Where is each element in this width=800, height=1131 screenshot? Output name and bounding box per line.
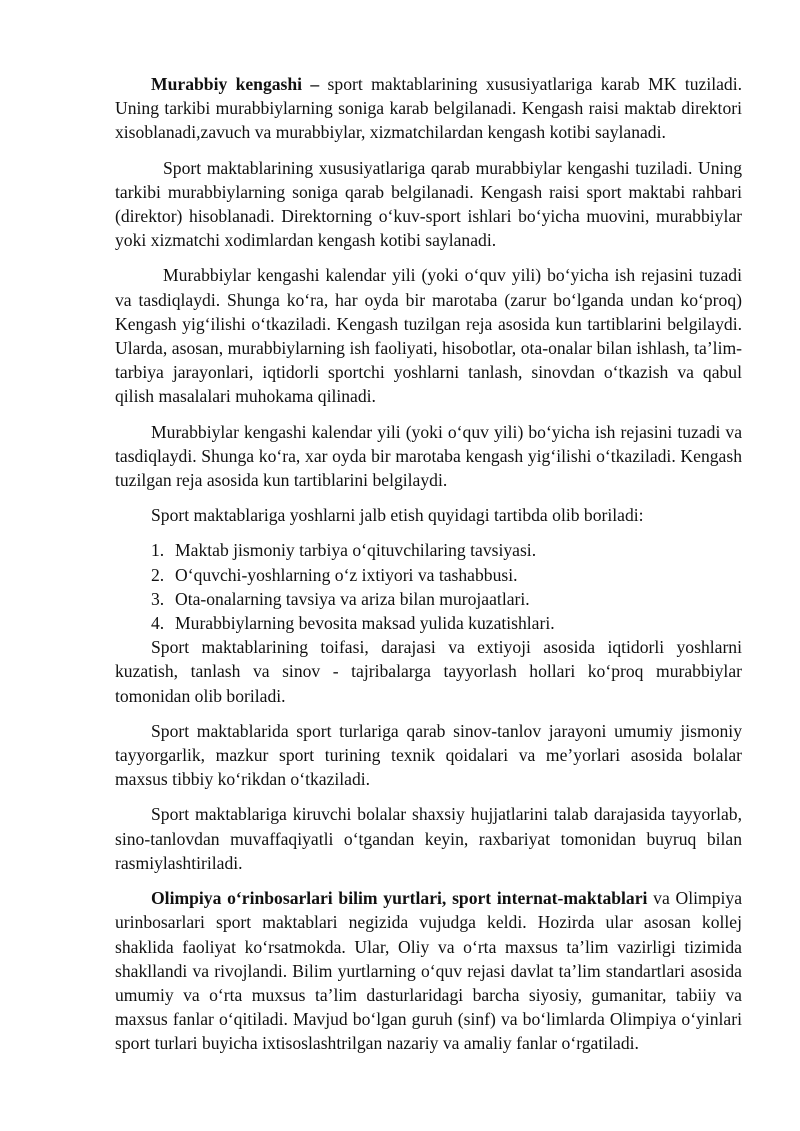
list-number: 1.: [151, 540, 165, 561]
list-text: O‘quvchi-yoshlarning o‘z ixtiyori va tashabbusi.: [175, 564, 518, 585]
list-item: [151, 587, 742, 611]
paragraph-5: Sport maktablariga yoshlarni jalb etish quyidagi tartibda olib boriladi:: [151, 505, 644, 526]
paragraph-3: Murabbiylar kengashi kalendar yili (yoki o‘quv yili) bo‘yicha ish rejasini tuzadi va tasdiqlaydi. Shunga ko‘ra, har oyda bir marotaba (zarur bo‘lganda undan ko‘proq) Kengash yig‘ilishi o‘tkaziladi. Kengash tuzilgan reja asosida kun tartiblarini belgilaydi. Ularda, asosan, murabbiylarning ish faoliyati, hisobotlar, ota-onalar bilan ishlash, ta’lim-tarbiya jarayonlari, iqtidorli sportchi yoshlarni tanlash, sinovdan o‘tkazish va qabul qilish masalalari muhokama qilinadi.: [115, 265, 742, 407]
paragraph-9: [115, 886, 742, 1055]
list-text: Ota-onalarning tavsiya va ariza bilan murojaatlari.: [175, 588, 530, 609]
paragraph-4: Murabbiylar kengashi kalendar yili (yoki o‘quv yili) bo‘yicha ish rejasini tuzadi va tasdiqlaydi. Shunga ko‘ra, xar oyda bir marotaba kengash yig‘ilishi o‘tkaziladi. Kengash tuzilgan reja asosida kun tartiblarini belgilaydi.: [115, 421, 742, 491]
list-number: 3.: [151, 588, 165, 609]
list-text: Maktab jismoniy tarbiya o‘qituvchilaring tavsiyasi.: [175, 540, 537, 561]
paragraph-1-text: sport maktablarining xususiyatlariga karab MK tuziladi. Uning tarkibi murabbiylarning soniga karab belgilanadi. Kengash raisi maktab direktori xisoblanadi,zavuch va murabbiylar, xizmatchilardan kengash kotibi saylanadi.: [115, 74, 743, 143]
recruitment-list: [115, 538, 742, 635]
paragraph-9-text: va Olimpiya urinbosarlari sport maktablari negizida vujudga keldi. Hozirda ular asosan kollej shaklida faoliyat ko‘rsatmokda. Ular, Oliy va o‘rta maxsus ta’lim vazirligi tizimida shakllandi va rivojlandi. Bilim yurtlarning o‘quv rejasi davlat ta’lim standartlari asosida umumiy va o‘rta muxsus ta’lim dasturlaridagi barcha siyosiy, gumanitar, tabiiy va maxsus fanlar o‘qitiladi. Mavjud bo‘lgan guruh (sinf) va bo‘limlarda Olimpiya o‘yinlari sport turlari buyicha ixtisoslashtrilgan nazariy va amaliy fanlar o‘rgatiladi.: [115, 888, 742, 1054]
paragraph-2: Sport maktablarining xususiyatlariga qarab murabbiylar kengashi tuziladi. Uning tarkibi murabbiylarning soniga qarab belgilanadi. Kengash raisi sport maktabi rahbari (direktor) hisoblanadi. Direktorning o‘kuv-sport ishlari bo‘yicha muovini, murabbiylar yoki xizmatchi xodimlardan kengash kotibi saylanadi.: [115, 157, 742, 251]
list-text: Murabbiylarning bevosita maksad yulida kuzatishlari.: [175, 613, 555, 634]
list-number: 2.: [151, 564, 165, 585]
document-page: [115, 72, 742, 1056]
paragraph-6: Sport maktablarining toifasi, darajasi va extiyoji asosida iqtidorli yoshlarni kuzatish, tanlash va sinov - tajribalarga tayyorlash hollari ko‘proq murabbiylar tomonidan olib boriladi.: [115, 637, 742, 706]
term-olimpiya-bilim-yurtlari: Olimpiya o‘rinbosarlari bilim yurtlari, sport internat-maktablari: [151, 888, 648, 909]
list-item: [151, 611, 742, 635]
list-item: [151, 563, 742, 587]
list-item: [151, 538, 742, 562]
term-murabbiy-kengashi: Murabbiy kengashi –: [151, 74, 320, 94]
list-number: 4.: [151, 613, 165, 634]
paragraph-8: Sport maktablariga kiruvchi bolalar shaxsiy hujjatlarini talab darajasida tayyorlab, sino-tanlovdan muvaffaqiyatli o‘tgandan keyin, raxbariyat tomonidan buyruq bilan rasmiylashtiriladi.: [115, 804, 742, 873]
paragraph-1: [115, 72, 742, 145]
paragraph-7: Sport maktablarida sport turlariga qarab sinov-tanlov jarayoni umumiy jismoniy tayyorgarlik, mazkur sport turining texnik qoidalari va me’yorlari asosida bolalar maxsus tibbiy ko‘rikdan o‘tkaziladi.: [115, 720, 742, 790]
